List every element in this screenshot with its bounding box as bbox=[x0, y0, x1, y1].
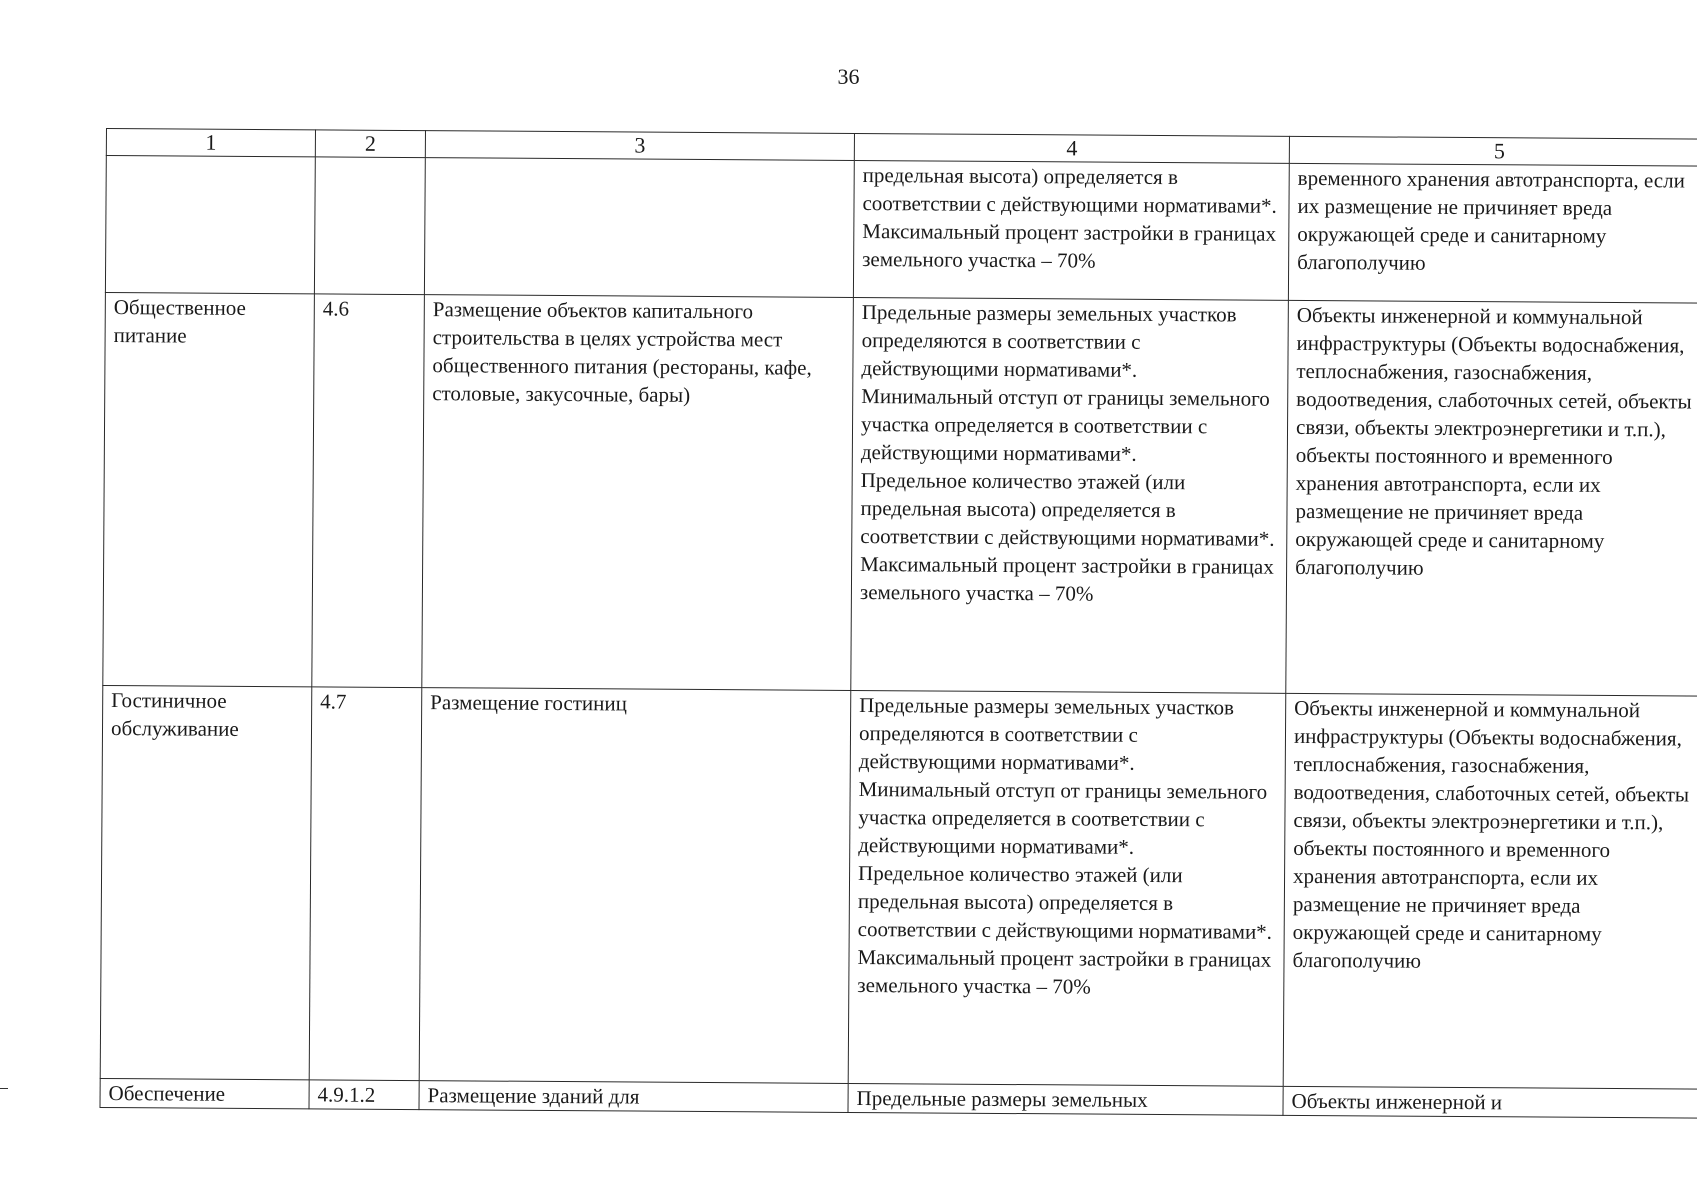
parameter-text: Минимальный отступ от границы земельного участка определяется в соответствии с действующими нормативами*. bbox=[858, 777, 1268, 859]
parameter-text: Предельное количество этажей (или предельная высота) определяется в соответствии с действующими нормативами*. bbox=[857, 861, 1273, 944]
auxiliary-objects-cell: Объекты инженерной и коммунальной инфраструктуры (Объекты водоснабжения, теплоснабжения, газоснабжения, водоотведения, слаботочных сетей, объекты связи, объекты электроэнергетики и т.п.), объекты постоянного и временного хранения автотранспорта, если их размещение не причиняет вреда окружающей среде и санитарному благополучию bbox=[1283, 693, 1697, 1089]
use-name-cell: Обеспечение bbox=[100, 1078, 309, 1108]
use-code-cell bbox=[314, 157, 425, 295]
parameter-text: Предельные размеры земельных участков определяются в соответствии с действующими нормативами*. bbox=[858, 693, 1235, 775]
use-name-cell: Гостиничное обслуживание bbox=[100, 685, 312, 1079]
parameters-cell bbox=[853, 160, 1289, 300]
parameters-cell bbox=[848, 690, 1286, 1086]
parameter-text: Предельные размеры земельных участков определяются в соответствии с действующими нормативами*. bbox=[861, 300, 1237, 382]
table-row bbox=[100, 685, 1697, 1089]
use-description-cell: Размещение гостиниц bbox=[419, 688, 851, 1084]
margin-tick bbox=[0, 1088, 8, 1089]
use-name-cell: Общественное питание bbox=[103, 292, 315, 686]
column-header-5: 5 bbox=[1289, 136, 1697, 166]
parameter-text: Максимальный процент застройки в границах земельного участка – 70% bbox=[862, 219, 1277, 273]
parameter-text: Предельное количество этажей (или предельная высота) определяется в соответствии с действующими нормативами*. bbox=[860, 468, 1275, 551]
use-name-cell bbox=[105, 156, 315, 294]
parameters-cell bbox=[848, 1083, 1283, 1115]
column-header-2: 2 bbox=[315, 130, 425, 158]
page-number: 36 bbox=[837, 64, 860, 89]
use-code-cell: 4.7 bbox=[309, 687, 422, 1081]
parameter-text: предельная высота) определяется в соответствии с действующими нормативами*. bbox=[862, 163, 1277, 218]
column-header-3: 3 bbox=[425, 131, 854, 161]
parameter-text: Минимальный отступ от границы земельного участка определяется в соответствии с действующими нормативами*. bbox=[860, 384, 1270, 466]
parameter-text: Максимальный процент застройки в границах земельного участка – 70% bbox=[857, 945, 1272, 999]
column-header-4: 4 bbox=[854, 133, 1289, 163]
table-row bbox=[105, 156, 1697, 304]
table-row bbox=[103, 292, 1697, 696]
auxiliary-objects-cell: Объекты инженерной и коммунальной инфраструктуры (Объекты водоснабжения, теплоснабжения, газоснабжения, водоотведения, слаботочных сетей, объекты связи, объекты электроэнергетики и т.п.), объекты постоянного и временного хранения автотранспорта, если их размещение не причиняет вреда окружающей среде и санитарному благополучию bbox=[1286, 300, 1697, 696]
land-use-table bbox=[100, 128, 1697, 1119]
use-description-cell bbox=[424, 158, 854, 298]
use-description-cell: Размещение зданий для bbox=[419, 1081, 848, 1113]
auxiliary-objects-cell: Объекты инженерной и bbox=[1283, 1086, 1697, 1118]
auxiliary-objects-cell: временного хранения автотранспорта, если их размещение не причиняет вреда окружающей среде и санитарному благополучию bbox=[1288, 163, 1697, 303]
parameters-cell bbox=[851, 297, 1289, 693]
column-header-1: 1 bbox=[106, 129, 315, 157]
parameter-text: Предельные размеры земельных bbox=[856, 1085, 1148, 1112]
parameter-text: Максимальный процент застройки в границах земельного участка – 70% bbox=[859, 552, 1274, 606]
use-description-cell: Размещение объектов капитального строительства в целях устройства мест общественного питания (рестораны, кафе, столовые, закусочные, бары) bbox=[422, 295, 854, 691]
use-code-cell: 4.9.1.2 bbox=[309, 1080, 419, 1110]
use-code-cell: 4.6 bbox=[312, 294, 425, 688]
